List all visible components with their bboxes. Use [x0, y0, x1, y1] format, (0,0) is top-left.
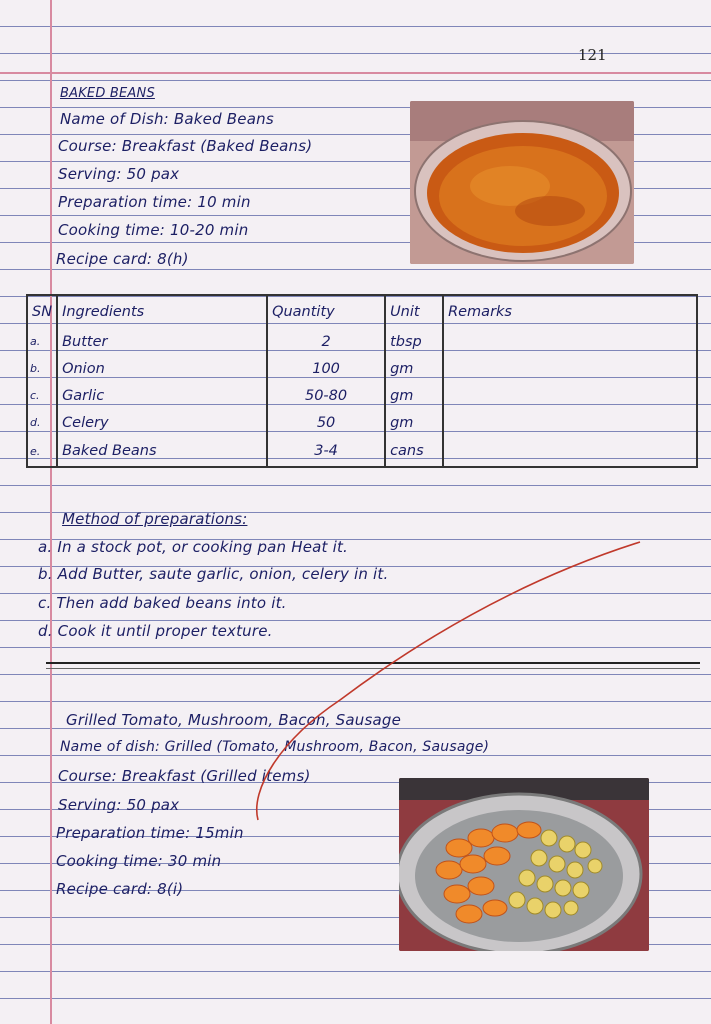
- header-sn: SN: [27, 295, 57, 328]
- page-number: 121: [578, 46, 607, 64]
- row-sn: a.: [27, 328, 57, 355]
- method-step: a. In a stock pot, or cooking pan Heat it.: [38, 538, 348, 556]
- row-quantity: 50-80: [267, 382, 385, 409]
- header-unit: Unit: [385, 295, 443, 328]
- row-sn: e.: [27, 436, 57, 467]
- row-unit: gm: [385, 409, 443, 436]
- row-ingredient: Onion: [57, 355, 267, 382]
- row-sn: b.: [27, 355, 57, 382]
- row-unit: gm: [385, 355, 443, 382]
- header-quantity: Quantity: [267, 295, 385, 328]
- recipe2-name: Name of dish: Grilled (Tomato, Mushroom, Bacon, Sausage): [60, 739, 490, 755]
- row-sn: c.: [27, 382, 57, 409]
- row-ingredient: Celery: [57, 409, 267, 436]
- recipe2-serving: Serving: 50 pax: [58, 796, 180, 814]
- method-step: b. Add Butter, saute garlic, onion, celery in it.: [38, 565, 389, 583]
- recipe2-prep-time: Preparation time: 15min: [56, 824, 244, 842]
- method-step: d. Cook it until proper texture.: [38, 622, 273, 640]
- row-ingredient: Butter: [57, 328, 267, 355]
- header-ingredients: Ingredients: [57, 295, 267, 328]
- recipe1-heading: BAKED BEANS: [60, 86, 155, 101]
- row-unit: tbsp: [385, 328, 443, 355]
- row-ingredient: Garlic: [57, 382, 267, 409]
- row-unit: cans: [385, 436, 443, 467]
- recipe2-heading: Grilled Tomato, Mushroom, Bacon, Sausage: [66, 711, 402, 729]
- row-quantity: 3-4: [267, 436, 385, 467]
- method-step: c. Then add baked beans into it.: [38, 594, 287, 612]
- recipe1-serving: Serving: 50 pax: [58, 165, 180, 183]
- row-ingredient: Baked Beans: [57, 436, 267, 467]
- recipe1-recipe-card: Recipe card: 8(h): [56, 250, 189, 268]
- recipe1-course: Course: Breakfast (Baked Beans): [58, 137, 313, 155]
- method-title: Method of preparations:: [62, 510, 248, 528]
- recipe1-prep-time: Preparation time: 10 min: [58, 193, 251, 211]
- recipe2-course: Course: Breakfast (Grilled items): [58, 767, 311, 785]
- row-quantity: 50: [267, 409, 385, 436]
- recipe1-cooking-time: Cooking time: 10-20 min: [58, 221, 249, 239]
- recipe2-cooking-time: Cooking time: 30 min: [56, 852, 222, 870]
- row-quantity: 2: [267, 328, 385, 355]
- row-sn: d.: [27, 409, 57, 436]
- recipe1-name: Name of Dish: Baked Beans: [60, 110, 274, 128]
- recipe2-recipe-card: Recipe card: 8(i): [56, 880, 184, 898]
- row-quantity: 100: [267, 355, 385, 382]
- row-unit: gm: [385, 382, 443, 409]
- header-remarks: Remarks: [443, 295, 697, 328]
